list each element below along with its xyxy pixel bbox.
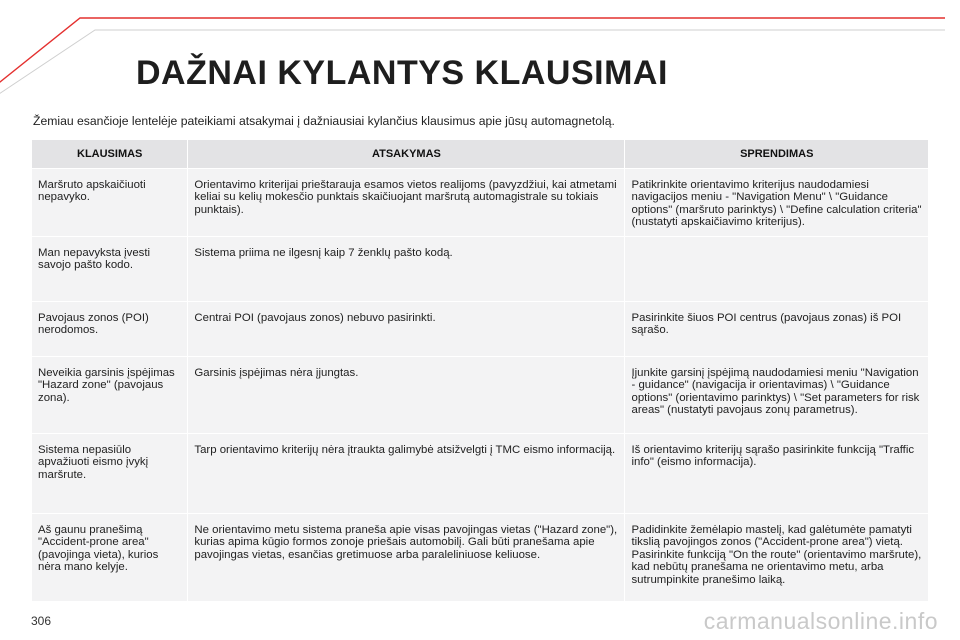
question-cell: Pavojaus zonos (POI) nerodomos.: [32, 302, 188, 357]
solution-cell: Įjunkite garsinį įspėjimą naudodamiesi meniu "Navigation - guidance" (navigacija ir orientavimas) \ "Guidance options" (orientavimo parinktys) \ "Set parameters for risk areas" (nustatyti pavojaus zonų parametrus).: [625, 357, 929, 434]
faq-table: [31, 139, 929, 602]
question-cell: Man nepavyksta įvesti savojo pašto kodo.: [32, 237, 188, 302]
page-title: DAŽNAI KYLANTYS KLAUSIMAI: [136, 54, 668, 92]
answer-cell: Tarp orientavimo kriterijų nėra įtraukta galimybė atsižvelgti į TMC eismo informaciją.: [188, 434, 625, 514]
column-header-answer: ATSAKYMAS: [188, 140, 625, 169]
table-row: [32, 434, 929, 514]
page-number: 306: [31, 614, 52, 628]
answer-cell: Ne orientavimo metu sistema praneša apie visas pavojingas vietas ("Hazard zone"), kurias apima kūgio formos zonoje priešais automobilį. Gali būti pranešama apie pavojingas vietas, esančias gretimuose arba paraleliniuose keliuose.: [188, 514, 625, 602]
watermark: carmanualsonline.info: [703, 608, 938, 634]
question-cell: Sistema nepasiūlo apvažiuoti eismo įvykį maršrute.: [32, 434, 188, 514]
question-cell: Aš gaunu pranešimą "Accident-prone area" (pavojinga vieta), kurios nėra mano kelyje.: [32, 514, 188, 602]
table-row: [32, 302, 929, 357]
answer-cell: Orientavimo kriterijai prieštarauja esamos vietos realijoms (pavyzdžiui, kai atmetami keliai su kelių mokesčio punktais skaičiuojant maršrutą automagistrale su tokiais punktais).: [188, 169, 625, 237]
answer-cell: Centrai POI (pavojaus zonos) nebuvo pasirinkti.: [188, 302, 625, 357]
table-row: [32, 237, 929, 302]
table-row: [32, 357, 929, 434]
table-row: [32, 514, 929, 602]
answer-cell: Sistema priima ne ilgesnį kaip 7 ženklų pašto kodą.: [188, 237, 625, 302]
answer-cell: Garsinis įspėjimas nėra įjungtas.: [188, 357, 625, 434]
solution-cell: Pasirinkite šiuos POI centrus (pavojaus zonas) iš POI sąrašo.: [625, 302, 929, 357]
column-header-question: KLAUSIMAS: [32, 140, 188, 169]
solution-cell: Patikrinkite orientavimo kriterijus naudodamiesi navigacijos meniu - "Navigation Menu" \ "Guidance options" (maršruto parinktys) \ "Define calculation criteria" (nustatyti apskaičiavimo kriterijus).: [625, 169, 929, 237]
solution-cell: Iš orientavimo kriterijų sąrašo pasirinkite funkciją "Traffic info" (eismo informacija).: [625, 434, 929, 514]
question-cell: Neveikia garsinis įspėjimas "Hazard zone" (pavojaus zona).: [32, 357, 188, 434]
table-header-row: [32, 140, 929, 169]
intro-text: Žemiau esančioje lentelėje pateikiami atsakymai į dažniausiai kylančius klausimus apie jūsų automagnetolą.: [33, 114, 615, 128]
solution-cell: [625, 237, 929, 302]
table-row: [32, 169, 929, 237]
solution-cell: Padidinkite žemėlapio mastelį, kad galėtumėte pamatyti tikslią pavojingos zonos ("Accident-prone area") vietą. Pasirinkite funkciją "On the route" (orientavimo maršrute), kad nebūtų pranešama ne orientavimo metu, arba sutrumpinkite pranešimo laiką.: [625, 514, 929, 602]
column-header-solution: SPRENDIMAS: [625, 140, 929, 169]
question-cell: Maršruto apskaičiuoti nepavyko.: [32, 169, 188, 237]
